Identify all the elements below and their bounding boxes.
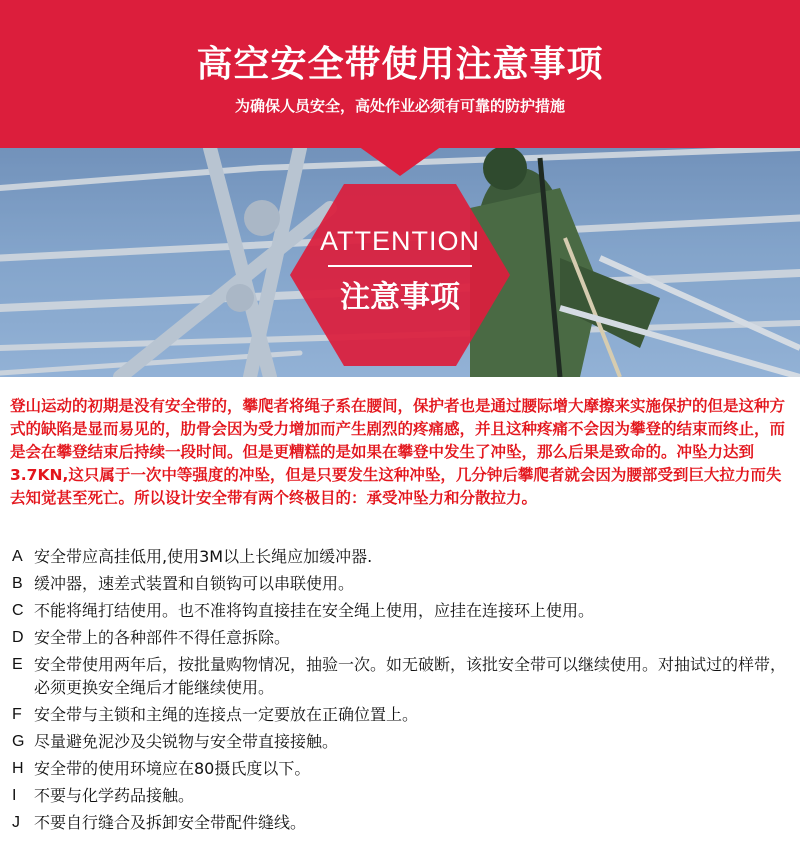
item-letter: F: [12, 706, 22, 723]
rules-list: [12, 545, 792, 838]
list-item: [12, 572, 792, 595]
list-item: [12, 784, 792, 807]
item-text: 安全带上的各种部件不得任意拆除。: [34, 628, 291, 647]
header-banner: [0, 0, 800, 148]
header-notch: [358, 146, 442, 176]
intro-paragraph: 登山运动的初期是没有安全带的，攀爬者将绳子系在腰间，保护者也是通过腰际增大摩擦来实施保护的但是这种方式的缺陷是显而易见的，肋骨会因为受力增加而产生剧烈的疼痛感，并且这种疼痛不会因为攀登的结束而终止，而是会在攀登结束后持续一段时间。但是更糟糕的是如果在攀登中发生了冲坠，那么后果是致命的。冲坠力达到3.7KN,这只属于一次中等强度的冲坠，但是只要发生这种冲坠，几分钟后攀爬者就会因为腰部受到巨大拉力而失去知觉甚至死亡。所以设计安全带有两个终极目的：承受冲坠力和分散拉力。: [10, 397, 786, 507]
item-letter: E: [12, 656, 23, 673]
item-letter: B: [12, 575, 23, 592]
item-text: 不能将绳打结使用。也不准将钩直接挂在安全绳上使用，应挂在连接环上使用。: [34, 601, 595, 620]
list-item: [12, 545, 792, 568]
attention-badge: [288, 180, 512, 370]
list-item: [12, 811, 792, 834]
item-text: 不要与化学药品接触。: [34, 786, 195, 805]
item-letter: A: [12, 548, 23, 565]
list-item: [12, 653, 792, 699]
item-letter: I: [12, 787, 17, 804]
item-letter: C: [12, 602, 24, 619]
list-item: [12, 730, 792, 753]
item-letter: J: [12, 814, 20, 831]
badge-english-label: ATTENTION: [320, 226, 480, 256]
list-item: [12, 626, 792, 649]
page-title: 高空安全带使用注意事项: [196, 44, 604, 85]
item-letter: D: [12, 629, 24, 646]
item-letter: G: [12, 733, 25, 750]
item-text: 安全带应高挂低用,使用3M以上长绳应加缓冲器.: [34, 547, 373, 566]
item-text: 安全带使用两年后，按批量购物情况，抽验一次。如无破断，该批安全带可以继续使用。对抽试过的样带，必须更换安全绳后才能继续使用。: [34, 655, 787, 697]
item-text: 安全带与主锁和主绳的连接点一定要放在正确位置上。: [34, 705, 419, 724]
list-item: [12, 703, 792, 726]
item-text: 安全带的使用环境应在80摄氏度以下。: [34, 759, 311, 778]
page-subtitle: 为确保人员安全，高处作业必须有可靠的防护措施: [234, 97, 565, 115]
list-item: [12, 599, 792, 622]
item-text: 尽量避免泥沙及尖锐物与安全带直接接触。: [34, 732, 339, 751]
item-text: 缓冲器，速差式装置和自锁钩可以串联使用。: [34, 574, 355, 593]
badge-chinese-label: 注意事项: [340, 280, 460, 315]
item-letter: H: [12, 760, 24, 777]
list-item: [12, 757, 792, 780]
item-text: 不要自行缝合及拆卸安全带配件缝线。: [34, 813, 307, 832]
